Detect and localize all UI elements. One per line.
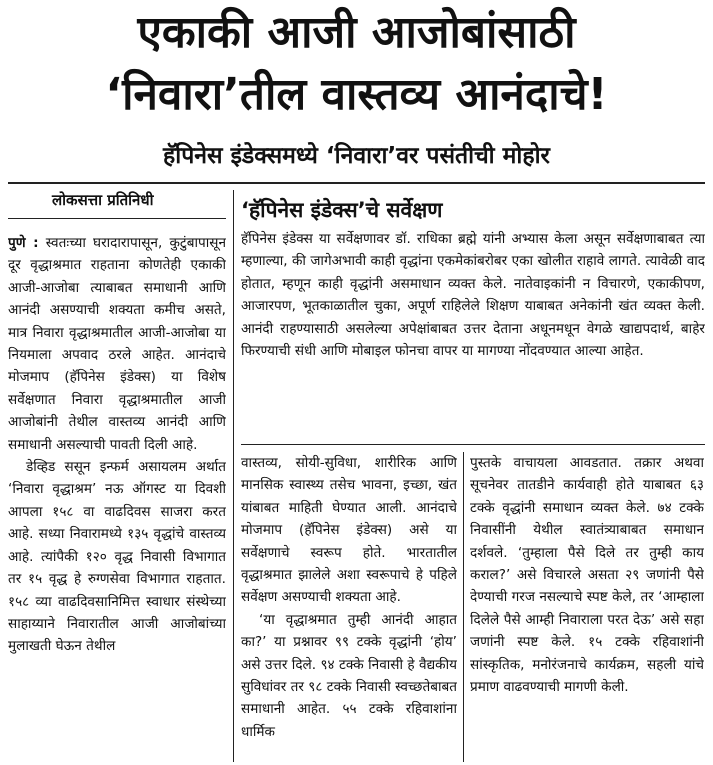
- headline-line-2: ‘निवारा’तील वास्तव्य आनंदाचे!: [105, 69, 608, 120]
- column1-paragraph-2: डेव्हिड ससून इन्फर्म असायलम अर्थात ‘निवारा वृद्धाश्रम’ नऊ ऑगस्ट या दिवशी आपला १५८ वा वाढदिवस साजरा करत आहे. सध्या निवारामध्ये १३५ वृद्धांचे वास्तव्य आहे. त्यांपैकी १२० वृद्ध निवासी विभागात तर १५ वृद्ध हे रुग्णसेवा विभागात राहतात. १५८ व्या वाढदिवसानिमित्त स्वाधार संस्थेच्या साहाय्याने निवारातील आजी आजोबांच्या मुलाखती घेऊन तेथील: [8, 459, 226, 655]
- column-divider-vertical-1: [233, 190, 234, 762]
- column1-paragraph-1: स्वतःच्या घरादारापासून, कुटुंबापासून दूर वृद्धाश्रमात राहताना कोणतेही एकाकी आजी-आजोबा त्याबाबत समाधानी आणि आनंदी असण्याची शक्यता कमीच असते, मात्र निवारा वृद्धाश्रमातील आजी-आजोबा या नियमाला अपवाद ठरले आहेत. आनंदाचे मोजमाप (हॅपिनेस इंडेक्स) या विशेष सर्वेक्षणात निवारा वृद्धाश्रमातील आजी आजोबांनी तेथील वास्तव्य आनंदी आणि समाधानी असल्याची पावती दिली आहे.: [8, 235, 226, 453]
- subheadline: हॅपिनेस इंडेक्समध्ये ‘निवारा’वर पसंतीची मोहोर: [163, 143, 550, 169]
- article-column-2: [241, 452, 457, 762]
- article-column-3: [470, 452, 704, 762]
- header-divider: [8, 182, 705, 184]
- box-title: ‘हॅपिनेस इंडेक्स’चे सर्वेक्षण: [241, 198, 443, 222]
- column2-paragraph-1: वास्तव्य, सोयी-सुविधा, शारीरिक आणि मानसिक स्वास्थ्य तसेच भावना, इच्छा, खंत यांबाबत माहिती घेण्यात आली. आनंदाचे मोजमाप (हॅपिनेस इंडेक्स) असे या सर्वेक्षणाचे स्वरूप होते. भारतातील वृद्धाश्रमात झालेले अशा स्वरूपाचे हे पहिले सर्वेक्षण असण्याची शक्यता आहे.: [241, 455, 457, 606]
- byline-divider: [8, 218, 226, 219]
- article-column-1: [8, 232, 226, 762]
- box-divider: [241, 444, 705, 445]
- column2-paragraph-2: ‘या वृद्धाश्रमात तुम्ही आनंदी आहात का?’ या प्रश्नावर ९९ टक्के वृद्धांनी ‘होय’ असे उत्तर दिले. ९४ टक्के निवासी हे वैद्यकीय सुविधांवर तर ९८ टक्के निवासी स्वच्छतेबाबत समाधानी आहेत. ५५ टक्के रहिवाशांना धार्मिक: [241, 611, 457, 740]
- dateline: पुणे :: [8, 235, 39, 251]
- column-divider-vertical-2: [463, 452, 464, 762]
- byline: लोकसत्ता प्रतिनिधी: [52, 191, 154, 209]
- headline-line-1: एकाकी आजी आजोबांसाठी: [137, 7, 576, 58]
- box-text: हॅपिनेस इंडेक्स या सर्वेक्षणावर डॉ. राधिका ब्रह्मे यांनी अभ्यास केला असून सर्वेक्षणाबाबत त्या म्हणाल्या, की जागेअभावी काही वृद्धांना एकमेकांबरोबर एका खोलीत राहावे लागते. त्यावेळी वाद होतात, म्हणून काही वृद्धांनी असमाधान व्यक्त केले. नातेवाइकांनी न विचारणे, एकाकीपण, आजारपण, भूतकाळातील चुका, अपूर्ण राहिलेले शिक्षण याबाबत अनेकांनी खंत व्यक्त केली. आनंदी राहण्यासाठी असलेल्या अपेक्षांबाबत उत्तर देताना अधूनमधून वेगळे खाद्यपदार्थ, बाहेर फिरण्याची संधी आणि मोबाइल फोनचा वापर या मागण्या नोंदवण्यात आल्या आहेत.: [241, 231, 705, 360]
- column3-paragraph-1: पुस्तके वाचायला आवडतात. तक्रार अथवा सूचनेवर तातडीने कार्यवाही होते याबाबत ६३ टक्के वृद्धांनी समाधान व्यक्त केले. ७४ टक्के निवासींनी येथील स्वातंत्र्याबाबत समाधान दर्शवले. ‘तुम्हाला पैसे दिले तर तुम्ही काय कराल?’ असे विचारले असता २९ जणांनी पैसे देण्याची गरज नसल्याचे स्पष्ट केले, तर ‘आम्हाला दिलेले पैसे आम्ही निवाराला परत देऊ’ असे सहा जणांनी स्पष्ट केले. १५ टक्के रहिवाशांनी सांस्कृतिक, मनोरंजनाचे कार्यक्रम, सहली यांचे प्रमाण वाढवण्याची मागणी केली.: [470, 455, 704, 696]
